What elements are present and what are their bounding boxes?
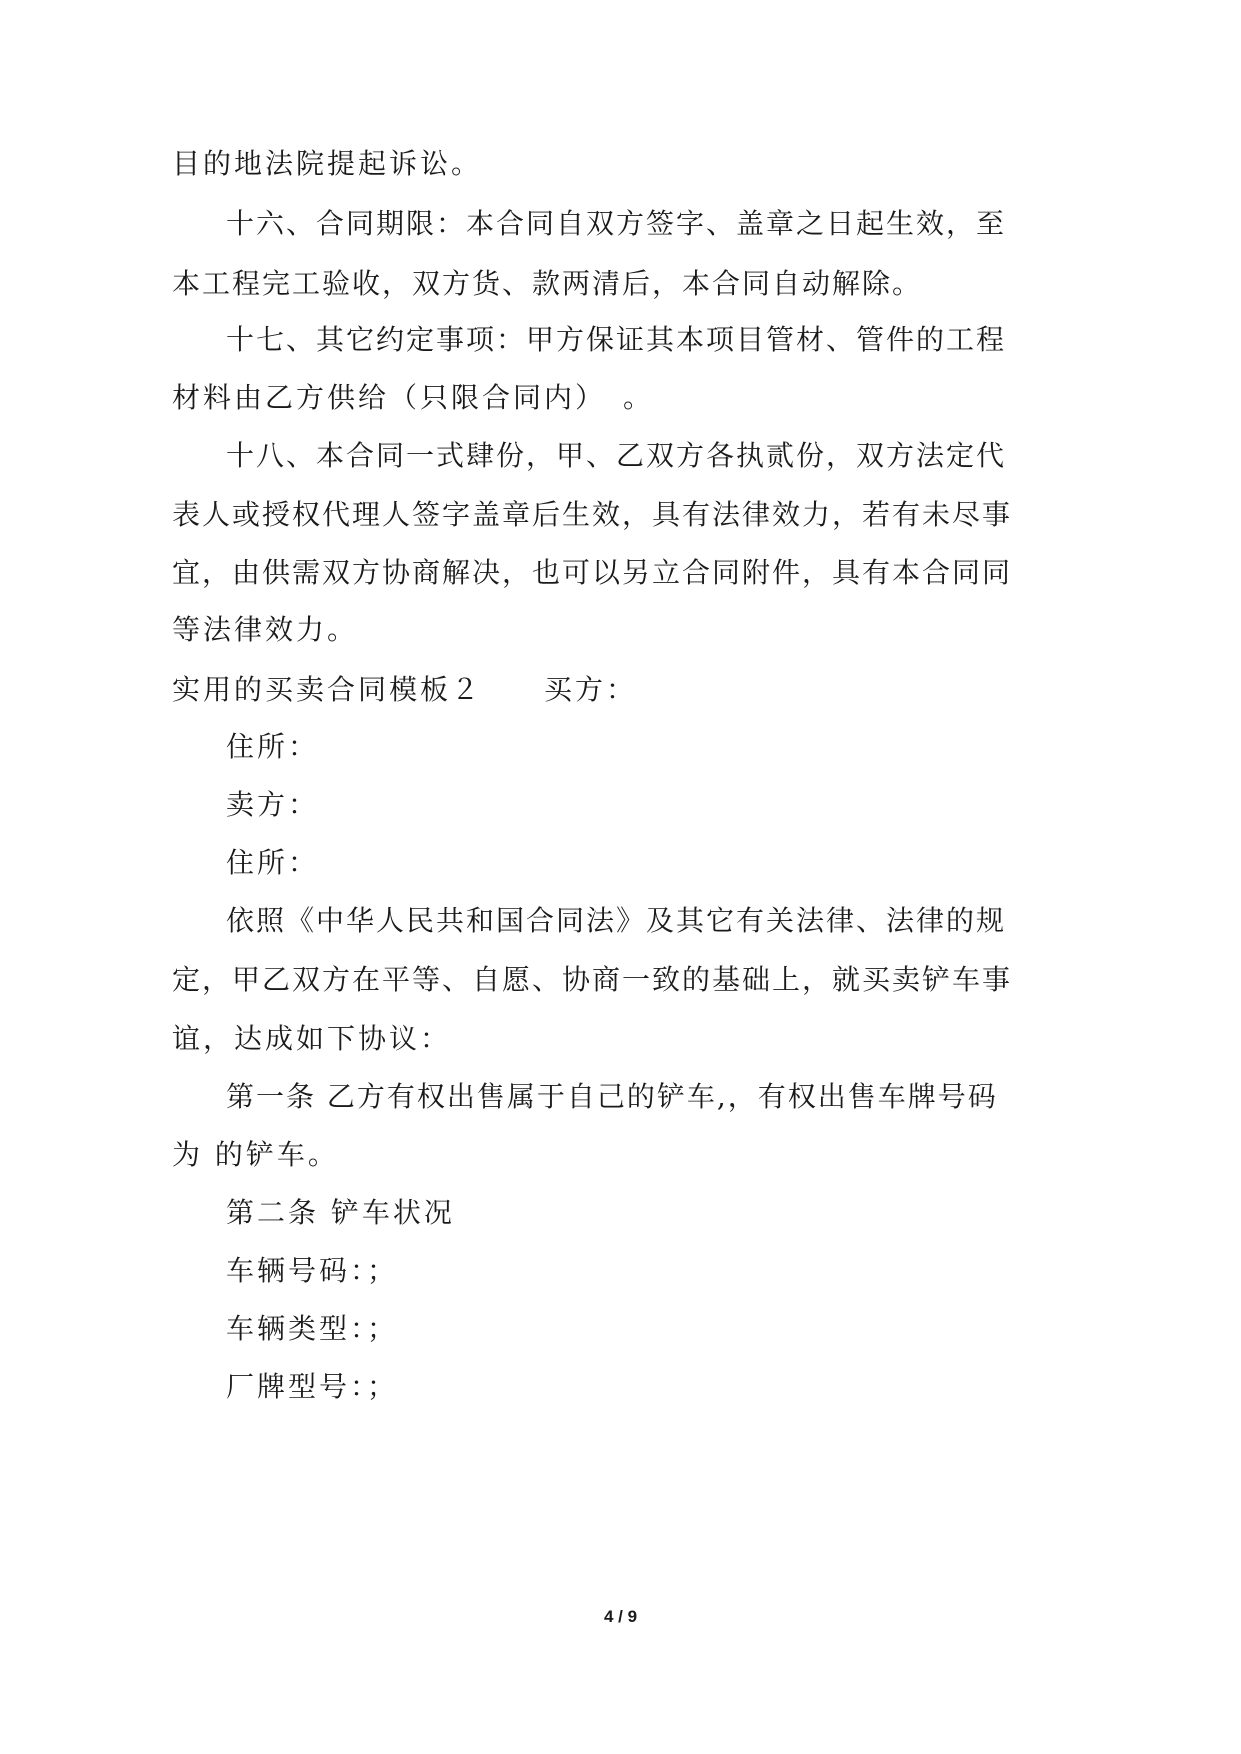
text-line-9: 等法律效力。 [172,613,359,646]
text-line-15: 定，甲乙双方在平等、自愿、协商一致的基础上，就买卖铲车事 [172,963,1013,996]
text-line-1: 目的地法院提起诉讼。 [172,147,483,180]
vehicle-number-label: 车辆号码：； [226,1254,399,1287]
text-line-16: 谊，达成如下协议： [172,1022,452,1055]
text-line-2: 十六、合同期限：本合同自双方签字、盖章之日起生效，至 [226,207,1007,240]
seller-label: 卖方： [226,788,320,821]
text-line-5: 材料由乙方供给（只限合同内） 。 [172,381,655,414]
buyer-address-label: 住所： [226,730,320,763]
text-line-8: 宜，由供需双方协商解决，也可以另立合同附件，具有本合同同 [172,556,1013,589]
brand-model-label: 厂牌型号：； [226,1370,399,1403]
article-1-line-2: 为 的铲车。 [172,1138,339,1171]
text-line-3: 本工程完工验收，双方货、款两清后，本合同自动解除。 [172,267,923,300]
text-line-4: 十七、其它约定事项：甲方保证其本项目管材、管件的工程 [226,323,1007,356]
seller-address-label: 住所： [226,846,320,879]
article-2-heading: 第二条 铲车状况 [226,1196,455,1229]
article-1-line-1: 第一条 乙方有权出售属于自己的铲车,，有权出售车牌号码 [226,1080,998,1113]
text-line-6: 十八、本合同一式肆份，甲、乙双方各执贰份，双方法定代 [226,439,1007,472]
page-number: 4 / 9 [603,1607,638,1626]
text-line-14: 依照《中华人民共和国合同法》及其它有关法律、法律的规 [226,904,1007,937]
section-heading: 实用的买卖合同模板２ 买方： [172,673,638,706]
vehicle-type-label: 车辆类型：； [226,1312,399,1345]
text-line-7: 表人或授权代理人签字盖章后生效，具有法律效力，若有未尽事 [172,498,1013,531]
